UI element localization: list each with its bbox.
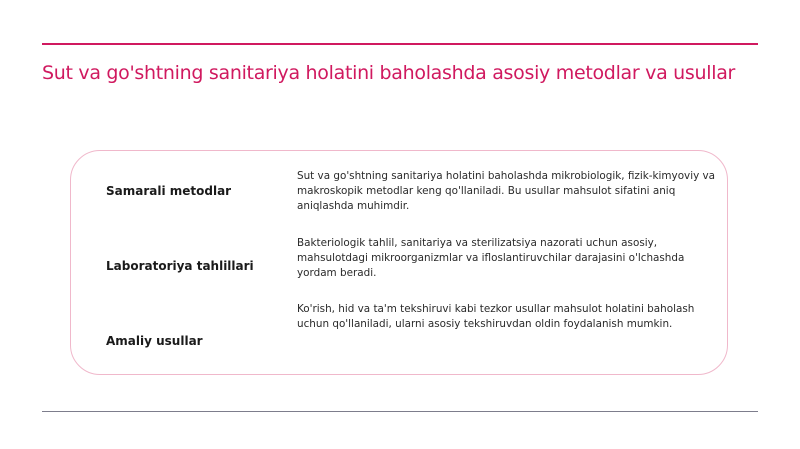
row-description-practical-methods: Ko'rish, hid va ta'm tekshiruvi kabi tezkor usullar mahsulot holatini baholash uchun qo'llaniladi, ularni asosiy tekshiruvdan oldin foydalanish mumkin. xyxy=(297,303,695,330)
bottom-rule xyxy=(42,411,758,412)
row-label-practical-methods: Amaliy usullar xyxy=(106,334,203,348)
row-description-effective-methods: Sut va go'shtning sanitariya holatini baholashda mikrobiologik, fizik-kimyoviy va makroskopik metodlar keng qo'llaniladi. Bu usullar mahsulot sifatini aniq aniqlashda muhimdir. xyxy=(297,170,716,212)
slide-title: Sut va go'shtning sanitariya holatini baholashda asosiy metodlar va usullar xyxy=(42,62,736,84)
top-accent-rule xyxy=(42,43,758,45)
row-label-laboratory-analyses: Laboratoriya tahlillari xyxy=(106,259,254,273)
row-description-laboratory-analyses: Bakteriologik tahlil, sanitariya va sterilizatsiya nazorati uchun asosiy, mahsulotdagi mikroorganizmlar va ifloslantiruvchilar darajasini o'lchashda yordam beradi. xyxy=(297,237,685,279)
row-label-effective-methods: Samarali metodlar xyxy=(106,184,232,198)
